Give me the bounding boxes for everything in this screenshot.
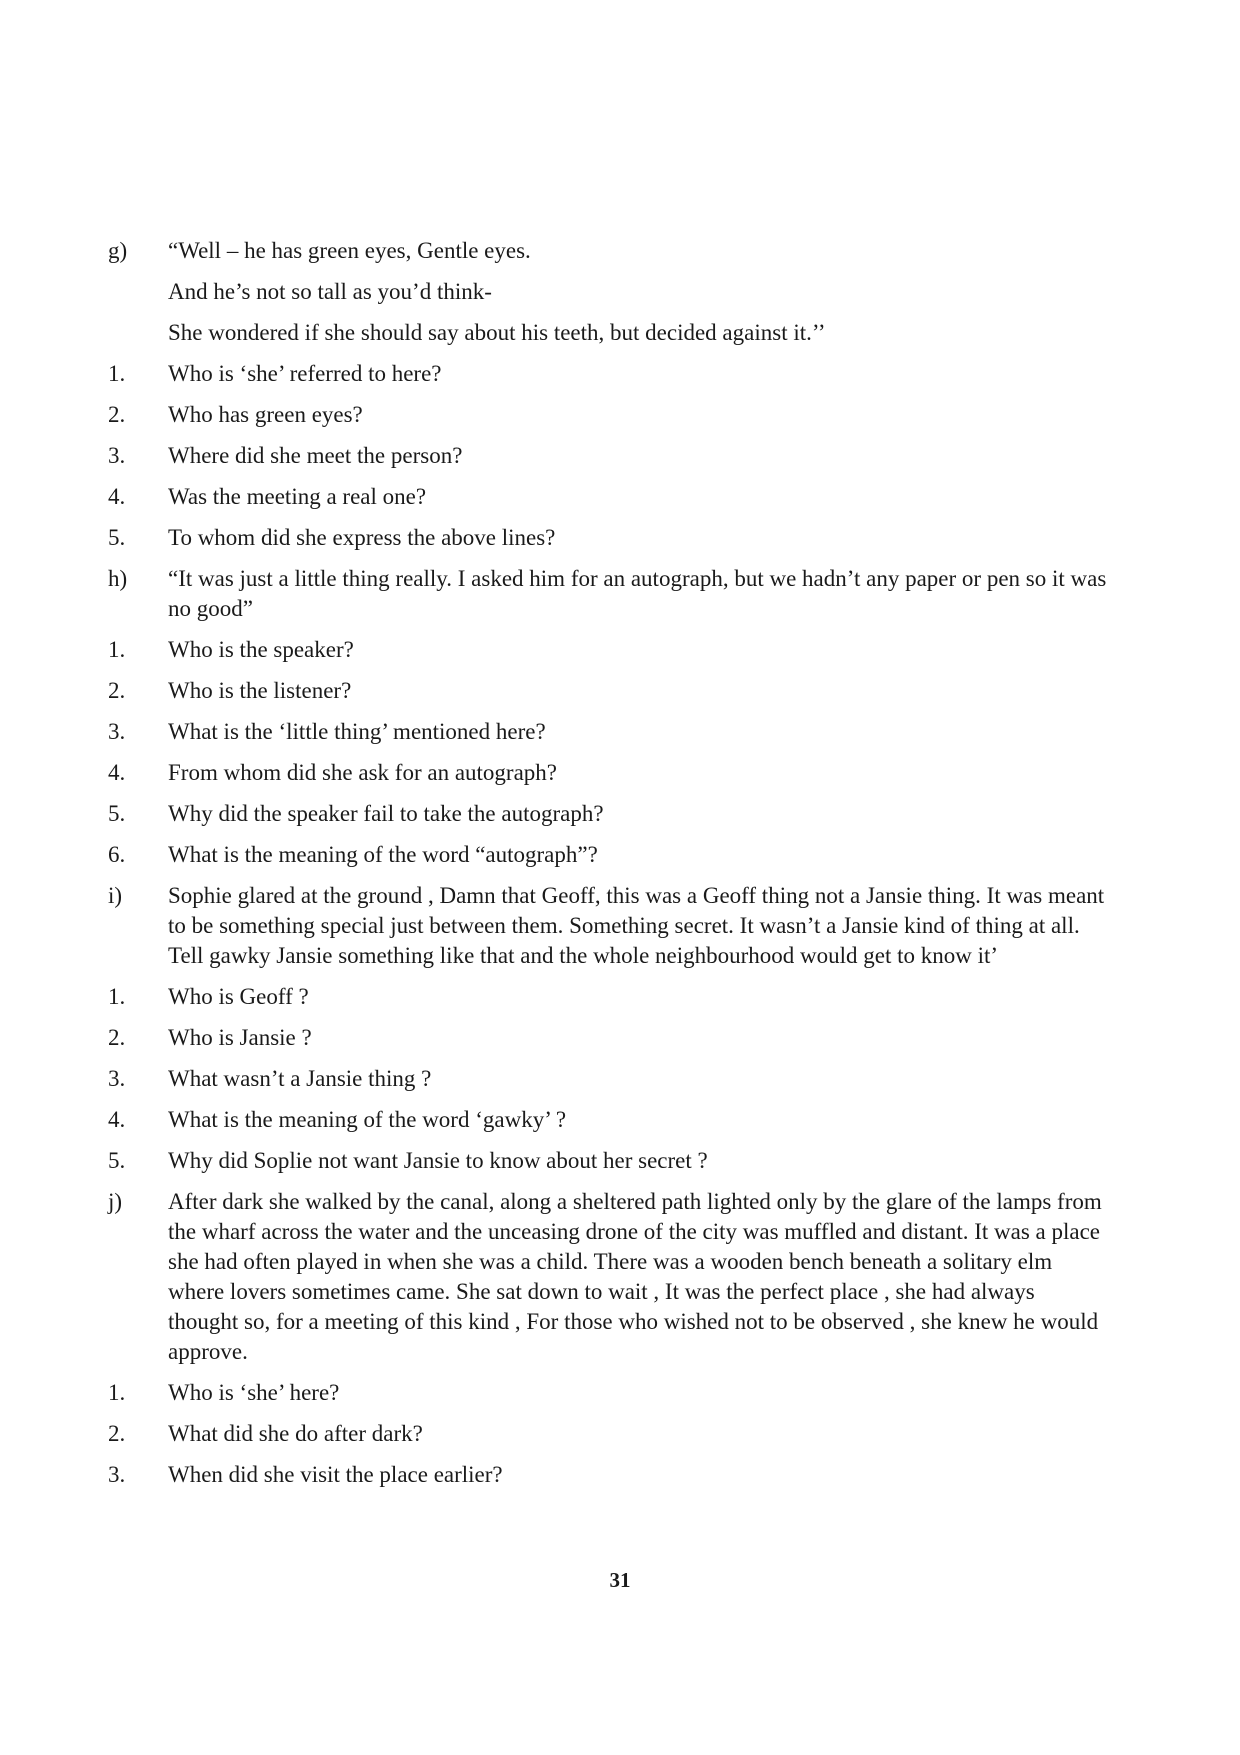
question-item — [108, 840, 1108, 870]
question-text: To whom did she express the above lines? — [168, 525, 556, 550]
question-number: 1. — [108, 361, 126, 386]
question-item — [108, 717, 1108, 747]
section-g-passage-line — [108, 318, 1108, 348]
section-g-passage-line — [108, 236, 1108, 266]
question-number: 5. — [108, 525, 126, 550]
question-number: 3. — [108, 1462, 126, 1487]
question-number: 1. — [108, 984, 126, 1009]
question-number: 5. — [108, 1148, 126, 1173]
question-number: 3. — [108, 719, 126, 744]
section-j-passage — [108, 1187, 1108, 1367]
question-text: Why did the speaker fail to take the autograph? — [168, 801, 604, 826]
question-number: 1. — [108, 637, 126, 662]
question-item — [108, 1378, 1108, 1408]
section-label: h) — [108, 566, 128, 591]
question-item — [108, 523, 1108, 553]
question-text: Why did Soplie not want Jansie to know about her secret ? — [168, 1148, 708, 1173]
passage-text: And he’s not so tall as you’d think- — [168, 279, 492, 304]
question-text: What is the meaning of the word “autograph”? — [168, 842, 598, 867]
questions-content — [108, 236, 1108, 1501]
section-label: g) — [108, 238, 128, 263]
question-text: What is the meaning of the word ‘gawky’ ? — [168, 1107, 567, 1132]
passage-text: She wondered if she should say about his teeth, but decided against it.’’ — [168, 320, 826, 345]
question-number: 6. — [108, 842, 126, 867]
section-h-passage — [108, 564, 1108, 624]
page-number: 31 — [609, 1568, 631, 1592]
question-number: 3. — [108, 1066, 126, 1091]
question-number: 2. — [108, 402, 126, 427]
question-text: Who has green eyes? — [168, 402, 363, 427]
question-text: Who is ‘she’ here? — [168, 1380, 340, 1405]
question-text: Who is the listener? — [168, 678, 352, 703]
question-text: What wasn’t a Jansie thing ? — [168, 1066, 432, 1091]
question-number: 1. — [108, 1380, 126, 1405]
question-number: 4. — [108, 760, 126, 785]
question-item — [108, 1064, 1108, 1094]
section-g-passage-line — [108, 277, 1108, 307]
question-item — [108, 482, 1108, 512]
question-text: Who is ‘she’ referred to here? — [168, 361, 442, 386]
question-item — [108, 1146, 1108, 1176]
question-item — [108, 359, 1108, 389]
section-label: i) — [108, 883, 123, 908]
passage-text: “It was just a little thing really. I asked him for an autograph, but we hadn’t any paper or pen so it was no good” — [168, 566, 1107, 621]
passage-text: “Well – he has green eyes, Gentle eyes. — [168, 238, 531, 263]
passage-text: After dark she walked by the canal, along a sheltered path lighted only by the glare of the lamps from the wharf across the water and the unceasing drone of the city was muffled and distant. It was a place she had often played in when she was a child. There was a wooden bench beneath a solitary elm where lovers sometimes came. She sat down to wait , It was the perfect place , she had always thought so, for a meeting of this kind , For those who wished not to be observed , she knew he would approve. — [168, 1189, 1102, 1364]
question-number: 5. — [108, 801, 126, 826]
question-item — [108, 982, 1108, 1012]
question-item — [108, 758, 1108, 788]
question-text: Where did she meet the person? — [168, 443, 463, 468]
question-item — [108, 676, 1108, 706]
section-label: j) — [108, 1189, 123, 1214]
question-text: From whom did she ask for an autograph? — [168, 760, 558, 785]
question-number: 2. — [108, 678, 126, 703]
question-item — [108, 1460, 1108, 1490]
question-number: 3. — [108, 443, 126, 468]
question-text: When did she visit the place earlier? — [168, 1462, 503, 1487]
question-text: What is the ‘little thing’ mentioned here? — [168, 719, 546, 744]
question-item — [108, 635, 1108, 665]
question-item — [108, 1419, 1108, 1449]
question-number: 4. — [108, 484, 126, 509]
passage-text: Sophie glared at the ground , Damn that Geoff, this was a Geoff thing not a Jansie thing. It was meant to be something special just between them. Something secret. It wasn’t a Jansie kind of thing at all. Tell gawky Jansie something like that and the whole neighbourhood would get to know it’ — [168, 883, 1105, 968]
question-text: Who is Jansie ? — [168, 1025, 312, 1050]
question-item — [108, 1023, 1108, 1053]
question-text: Who is the speaker? — [168, 637, 354, 662]
question-item — [108, 1105, 1108, 1135]
question-item — [108, 799, 1108, 829]
question-text: What did she do after dark? — [168, 1421, 423, 1446]
question-item — [108, 400, 1108, 430]
section-i-passage — [108, 881, 1108, 971]
question-text: Who is Geoff ? — [168, 984, 309, 1009]
question-number: 4. — [108, 1107, 126, 1132]
question-number: 2. — [108, 1421, 126, 1446]
question-text: Was the meeting a real one? — [168, 484, 427, 509]
question-item — [108, 441, 1108, 471]
question-number: 2. — [108, 1025, 126, 1050]
